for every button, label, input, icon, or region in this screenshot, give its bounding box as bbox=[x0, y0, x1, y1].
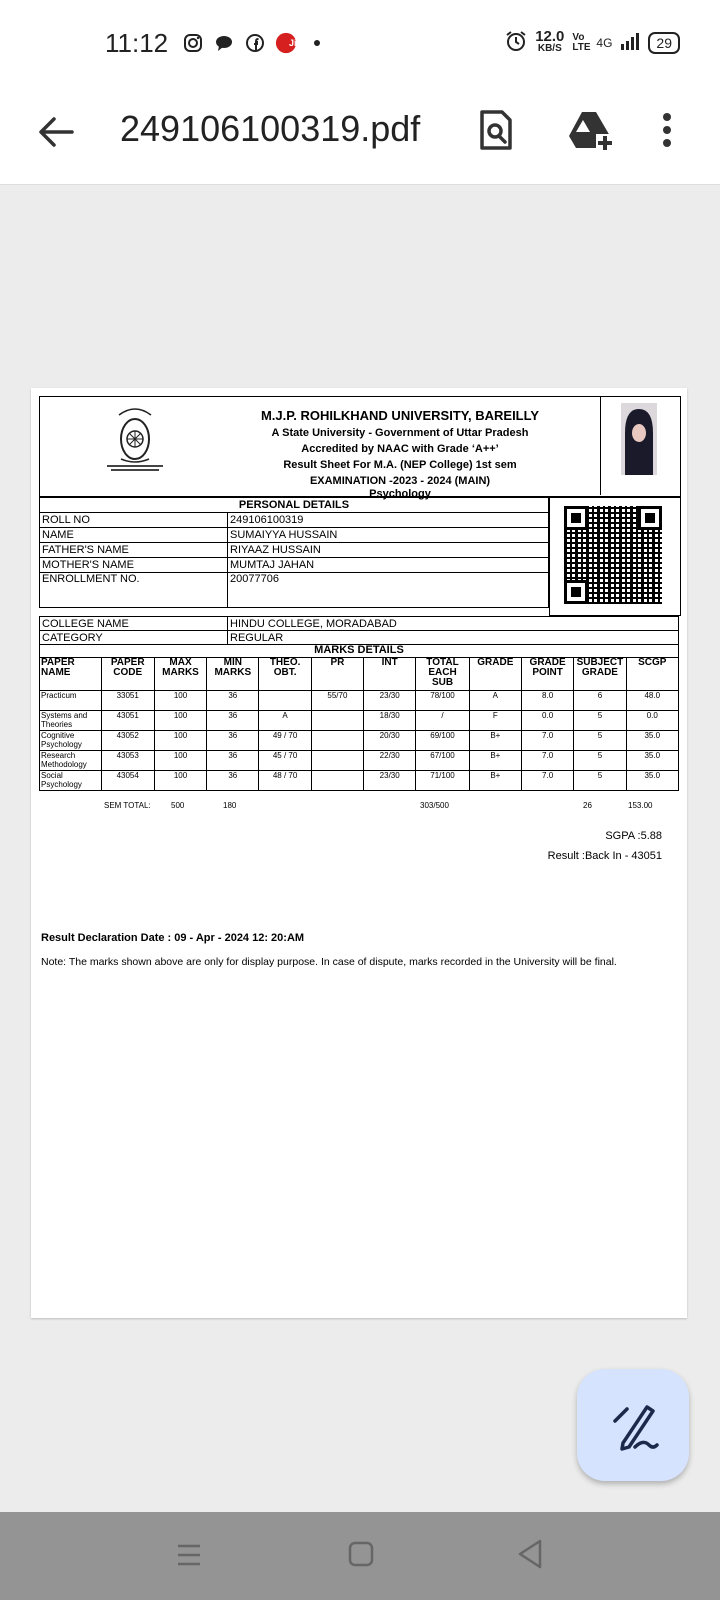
table-row bbox=[40, 771, 679, 791]
table-cell: 22/30 bbox=[364, 751, 416, 771]
table-cell: 36 bbox=[207, 711, 259, 731]
table-cell: Social Psychology bbox=[40, 771, 102, 791]
column-header: PR bbox=[311, 658, 363, 691]
find-in-page-icon[interactable] bbox=[472, 106, 520, 154]
column-header: THEO. OBT. bbox=[259, 658, 311, 691]
network-speed: 12.0 KB/S bbox=[535, 27, 565, 54]
marks-table bbox=[39, 644, 679, 791]
table-cell: 36 bbox=[207, 691, 259, 711]
notification-icons bbox=[182, 32, 328, 54]
marks-details-heading: MARKS DETAILS bbox=[40, 645, 679, 658]
table-cell: Research Methodology bbox=[40, 751, 102, 771]
column-header: MIN MARKS bbox=[207, 658, 259, 691]
table-cell: 7.0 bbox=[521, 751, 573, 771]
table-row bbox=[40, 711, 679, 731]
table-cell: 6 bbox=[574, 691, 626, 711]
university-name: M.J.P. ROHILKHAND UNIVERSITY, BAREILLY bbox=[260, 408, 540, 423]
table-row: ENROLLMENT NO. 20077706 bbox=[40, 573, 549, 608]
student-photo bbox=[600, 397, 677, 495]
qr-code bbox=[549, 497, 681, 616]
table-row: CATEGORY REGULAR bbox=[40, 631, 679, 645]
dot-icon bbox=[306, 32, 328, 54]
table-cell: 7.0 bbox=[521, 731, 573, 751]
table-cell: 100 bbox=[154, 731, 206, 751]
volte-badge: Vo LTE bbox=[572, 31, 591, 53]
table-row bbox=[40, 751, 679, 771]
photo-image bbox=[621, 403, 657, 475]
back-arrow-icon[interactable] bbox=[36, 112, 76, 152]
qr-finder bbox=[564, 580, 588, 604]
column-header: INT bbox=[364, 658, 416, 691]
table-cell: 36 bbox=[207, 771, 259, 791]
column-header: PAPER CODE bbox=[101, 658, 154, 691]
more-vert-icon[interactable] bbox=[652, 106, 682, 154]
table-cell: B+ bbox=[469, 771, 521, 791]
table-cell bbox=[259, 691, 311, 711]
table-cell: 8.0 bbox=[521, 691, 573, 711]
university-subtitle: A State University - Government of Uttar Pradesh bbox=[271, 427, 529, 439]
sem-total-max: 500 bbox=[171, 801, 185, 810]
table-cell: 71/100 bbox=[416, 771, 469, 791]
table-cell bbox=[311, 731, 363, 751]
table-cell: 5 bbox=[574, 711, 626, 731]
college-table bbox=[39, 616, 679, 645]
table-cell: 48.0 bbox=[626, 691, 678, 711]
clock: 11:12 bbox=[105, 28, 169, 58]
table-cell: 23/30 bbox=[364, 771, 416, 791]
table-cell bbox=[311, 771, 363, 791]
column-header: GRADE bbox=[469, 658, 521, 691]
sheet-title: Result Sheet For M.A. (NEP College) 1st sem bbox=[283, 459, 517, 471]
column-header: TOTAL EACH SUB bbox=[416, 658, 469, 691]
table-cell: 35.0 bbox=[626, 751, 678, 771]
table-cell: 67/100 bbox=[416, 751, 469, 771]
table-cell: A bbox=[259, 711, 311, 731]
table-cell: 23/30 bbox=[364, 691, 416, 711]
table-cell: 20/30 bbox=[364, 731, 416, 751]
result-header bbox=[39, 396, 681, 500]
marks-header-row bbox=[40, 658, 679, 691]
facebook-icon bbox=[244, 32, 266, 54]
table-row bbox=[40, 731, 679, 751]
table-cell: 0.0 bbox=[626, 711, 678, 731]
menu-nav-icon[interactable] bbox=[176, 1542, 202, 1573]
sem-total-scgp: 153.00 bbox=[628, 801, 653, 810]
accreditation: Accredited by NAAC with Grade ‘A++’ bbox=[301, 443, 499, 455]
table-cell: 36 bbox=[207, 751, 259, 771]
result-status: Result :Back In - 43051 bbox=[547, 850, 662, 862]
sem-total-label: SEM TOTAL: bbox=[104, 801, 151, 810]
sem-total-min: 180 bbox=[223, 801, 237, 810]
table-cell: 18/30 bbox=[364, 711, 416, 731]
exam-title: EXAMINATION -2023 - 2024 (MAIN) bbox=[309, 475, 491, 487]
back-nav-icon[interactable] bbox=[516, 1538, 544, 1575]
column-header: SUBJECT GRADE bbox=[574, 658, 626, 691]
table-cell: 43051 bbox=[101, 711, 154, 731]
home-nav-icon[interactable] bbox=[347, 1540, 375, 1573]
table-row: MOTHER'S NAME MUMTAJ JAHAN bbox=[40, 558, 549, 573]
subject-name: Psychology bbox=[369, 488, 431, 500]
drive-add-icon[interactable] bbox=[566, 106, 614, 154]
table-cell: A bbox=[469, 691, 521, 711]
table-cell: 100 bbox=[154, 691, 206, 711]
table-cell bbox=[311, 711, 363, 731]
column-header: GRADE POINT bbox=[521, 658, 573, 691]
table-cell: 43054 bbox=[101, 771, 154, 791]
status-bar bbox=[0, 0, 720, 90]
table-cell bbox=[311, 751, 363, 771]
table-row: COLLEGE NAME HINDU COLLEGE, MORADABAD bbox=[40, 617, 679, 631]
network-type: 4G bbox=[596, 35, 613, 50]
table-cell: 35.0 bbox=[626, 771, 678, 791]
table-row: ROLL NO 249106100319 bbox=[40, 513, 549, 528]
column-header: PAPER NAME bbox=[40, 658, 102, 691]
qr-finder bbox=[564, 506, 588, 530]
system-icons bbox=[505, 27, 680, 55]
table-cell: 35.0 bbox=[626, 731, 678, 751]
alarm-icon bbox=[505, 30, 527, 55]
table-cell: 43053 bbox=[101, 751, 154, 771]
table-cell: 48 / 70 bbox=[259, 771, 311, 791]
table-cell: 100 bbox=[154, 771, 206, 791]
sem-total-marks: 303/500 bbox=[420, 801, 449, 810]
table-cell: Systems and Theories bbox=[40, 711, 102, 731]
table-cell: / bbox=[416, 711, 469, 731]
app-bar bbox=[0, 90, 720, 185]
personal-details-heading: PERSONAL DETAILS bbox=[40, 498, 549, 513]
table-cell: B+ bbox=[469, 731, 521, 751]
column-header: SCGP bbox=[626, 658, 678, 691]
table-cell: 69/100 bbox=[416, 731, 469, 751]
table-cell: Practicum bbox=[40, 691, 102, 711]
table-cell: 78/100 bbox=[416, 691, 469, 711]
table-cell: 0.0 bbox=[521, 711, 573, 731]
qr-finder bbox=[638, 506, 662, 530]
jio-label: Jio bbox=[289, 38, 303, 48]
edit-pen-icon bbox=[577, 1369, 689, 1481]
table-cell: Cognitive Psychology bbox=[40, 731, 102, 751]
file-title: 249106100319.pdf bbox=[120, 108, 421, 149]
table-cell: 7.0 bbox=[521, 771, 573, 791]
sgpa: SGPA :5.88 bbox=[605, 830, 662, 842]
table-cell: 55/70 bbox=[311, 691, 363, 711]
table-cell: 100 bbox=[154, 711, 206, 731]
university-heading bbox=[230, 407, 570, 500]
university-logo bbox=[103, 403, 167, 473]
table-cell: 49 / 70 bbox=[259, 731, 311, 751]
marks-body bbox=[40, 691, 679, 791]
pdf-page[interactable] bbox=[31, 388, 687, 1318]
table-row: FATHER'S NAME RIYAAZ HUSSAIN bbox=[40, 543, 549, 558]
chat-bubble-icon bbox=[213, 32, 235, 54]
personal-details-table bbox=[39, 497, 549, 608]
table-cell: 36 bbox=[207, 731, 259, 751]
table-cell: 43052 bbox=[101, 731, 154, 751]
table-cell: 5 bbox=[574, 751, 626, 771]
table-cell: 100 bbox=[154, 751, 206, 771]
table-row bbox=[40, 691, 679, 711]
instagram-icon bbox=[182, 32, 204, 54]
disclaimer-note: Note: The marks shown above are only for display purpose. In case of dispute, marks recorded in the University will be final. bbox=[41, 956, 617, 968]
table-cell: 45 / 70 bbox=[259, 751, 311, 771]
battery-indicator: 29 bbox=[648, 32, 680, 54]
table-cell: B+ bbox=[469, 751, 521, 771]
signal-icon bbox=[620, 32, 640, 53]
table-row: NAME SUMAIYYA HUSSAIN bbox=[40, 528, 549, 543]
table-cell: 5 bbox=[574, 771, 626, 791]
table-cell: 33051 bbox=[101, 691, 154, 711]
sem-total-subject-grade: 26 bbox=[583, 801, 592, 810]
edit-fab[interactable] bbox=[577, 1369, 689, 1481]
table-cell: F bbox=[469, 711, 521, 731]
navigation-bar bbox=[0, 1512, 720, 1600]
column-header: MAX MARKS bbox=[154, 658, 206, 691]
table-cell: 5 bbox=[574, 731, 626, 751]
declaration-date: Result Declaration Date : 09 - Apr - 2024 12: 20:AM bbox=[41, 932, 305, 944]
